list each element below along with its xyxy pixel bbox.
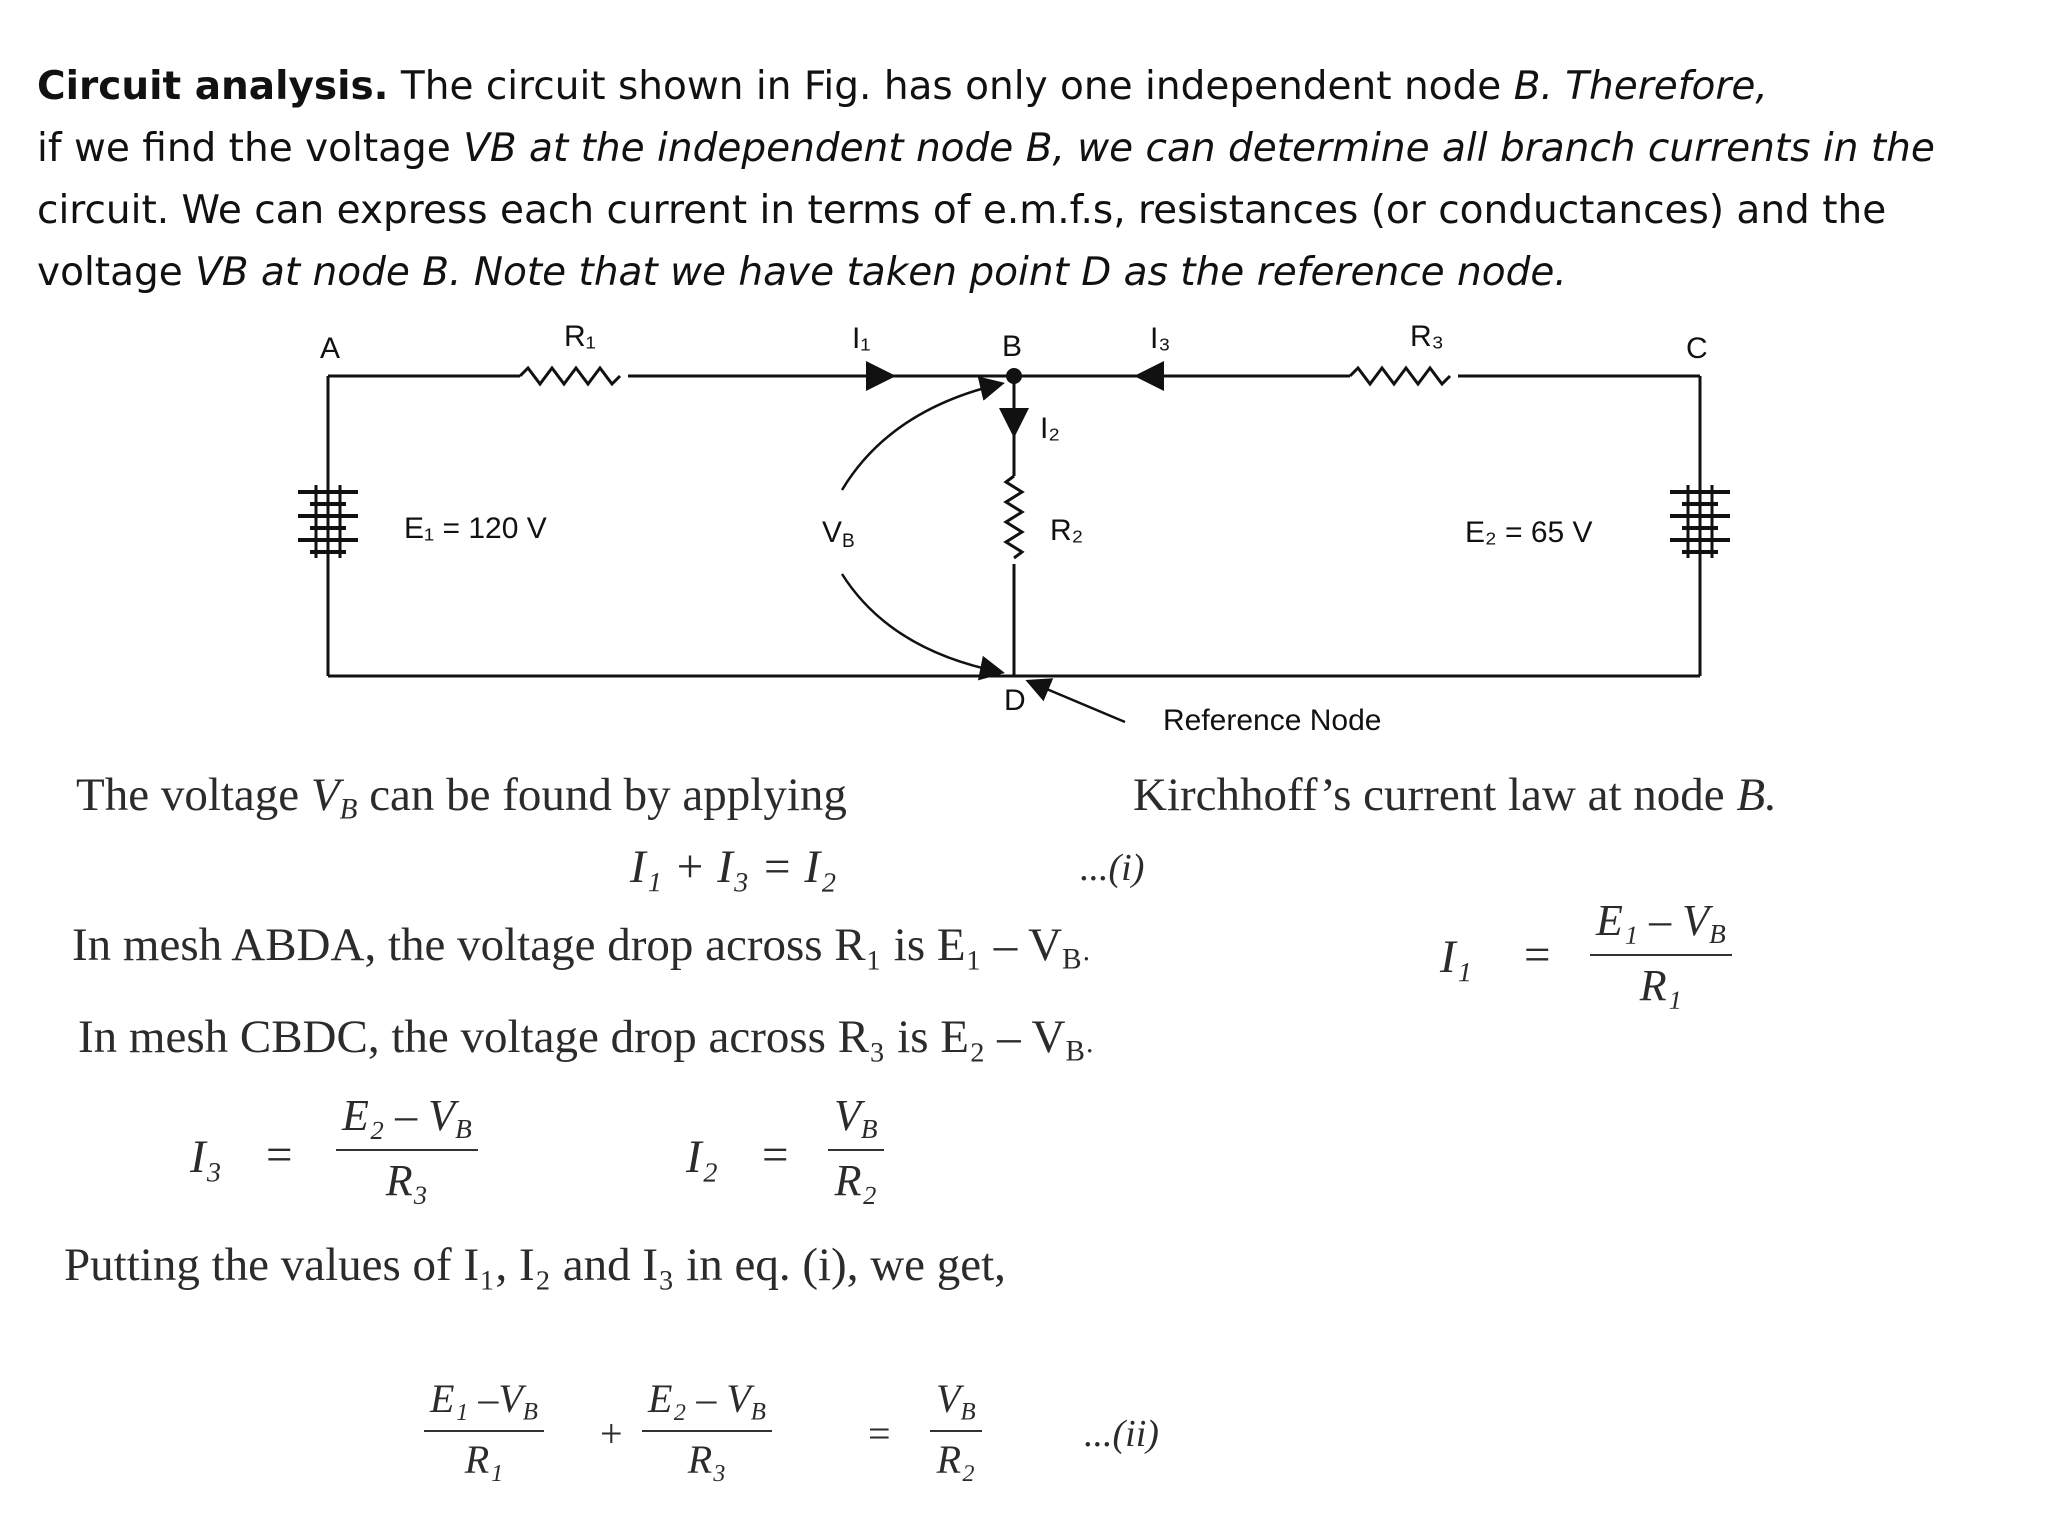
eq-ii-term1: $\frac{E_1 -V_B}{\text{R₁}}$ <box>424 1375 544 1483</box>
reference-node-label: Reference Node <box>1163 704 1382 737</box>
i1-fraction: $\frac{E_1 - V_B}{\text{R₁}}$ <box>1590 895 1732 1011</box>
i3-label: I₃ <box>1150 322 1171 355</box>
mesh-cbdc-text: In mesh CBDC, the voltage drop across R₃ is $E_2 - V_{B\cdot}$ <box>78 1011 1095 1068</box>
i1-equals: = <box>1524 929 1551 981</box>
resistor-r2 <box>1006 476 1022 558</box>
i1-lhs: I₁ <box>1440 931 1472 983</box>
r2-label: R₂ <box>1050 514 1084 547</box>
r3-label: R₃ <box>1410 320 1444 353</box>
battery-e1 <box>298 480 358 560</box>
r1-label: R₁ <box>564 320 596 353</box>
vb-label: VB <box>822 516 855 552</box>
kcl-node: B. <box>1736 769 1777 821</box>
mesh-abda-text: In mesh ABDA, the voltage drop across R₁ is $E_1 - V_{B\cdot}$ <box>72 919 1092 976</box>
resistor-r3 <box>1350 368 1450 384</box>
kcl-vb: V <box>310 769 340 821</box>
i1-label: I₁ <box>852 322 871 355</box>
intro-text-6: VB at node B. Note that we have taken point D as the reference node. <box>195 250 1567 295</box>
node-d-label: D <box>1004 684 1026 717</box>
intro-text-5: circuit. We can express each current in terms of e.m.f.s, resistances (or conductances) and the voltage <box>37 188 1887 295</box>
kcl-text-c: Kirchhoff’s current law at node <box>1133 769 1725 821</box>
equation-i: I₁ + I₃ = I₂ <box>630 841 837 893</box>
eq-ii-rhs: $\frac{V_B}{\text{R₂}}$ <box>930 1375 982 1483</box>
vb-arc-lower <box>842 574 1000 672</box>
intro-title: Circuit analysis. <box>37 64 389 109</box>
reference-node-pointer <box>1030 682 1125 722</box>
eq-ii-plus: + <box>600 1411 623 1456</box>
node-b-dot <box>1006 368 1022 384</box>
e2-label: E₂ = 65 V <box>1465 516 1593 549</box>
intro-text-4: VB at the independent node B, we can determine all branch currents in the <box>463 126 1935 171</box>
i3-equals: = <box>266 1129 293 1181</box>
kcl-sentence-end <box>1133 768 1777 822</box>
eq-ii-equals: = <box>868 1411 891 1456</box>
node-c-label: C <box>1686 332 1708 365</box>
i2-fraction: $\frac{V_B}{\text{R₂}}$ <box>828 1090 884 1206</box>
i3-fraction: $\frac{E_2 - V_B}{\text{R₃}}$ <box>336 1090 478 1206</box>
eq-ii-tag: ...(ii) <box>1084 1413 1159 1455</box>
i2-label: I₂ <box>1040 412 1060 445</box>
battery-e2 <box>1670 480 1730 560</box>
kcl-text-a: The voltage <box>76 769 300 821</box>
kcl-text-b: can be found by applying <box>369 769 847 821</box>
node-a-label: A <box>320 332 341 365</box>
intro-paragraph <box>37 56 2022 304</box>
i3-lhs: I₃ <box>190 1131 222 1183</box>
vb-arc-upper <box>842 384 1000 490</box>
intro-text-1: The circuit shown in Fig. has only one independent node <box>400 64 1502 109</box>
i2-lhs: I₂ <box>686 1131 718 1183</box>
node-b-label: B <box>1002 330 1023 363</box>
putting-sentence: Putting the values of I₁, I₂ and I₃ in eq. (i), we get, <box>64 1239 1006 1291</box>
intro-text-2: B. Therefore, <box>1513 64 1768 109</box>
equation-i-tag: ...(i) <box>1080 847 1145 889</box>
eq-ii-term2: $\frac{E_2 - V_B}{\text{R₃}}$ <box>642 1375 772 1483</box>
resistor-r1 <box>520 368 620 384</box>
intro-text-3: if we find the voltage <box>37 126 451 171</box>
i2-equals: = <box>762 1129 789 1181</box>
circuit-diagram <box>0 320 2048 760</box>
kcl-vb-sub: B <box>339 793 358 826</box>
e1-label: E₁ = 120 V <box>404 512 547 545</box>
kcl-sentence <box>76 768 847 827</box>
